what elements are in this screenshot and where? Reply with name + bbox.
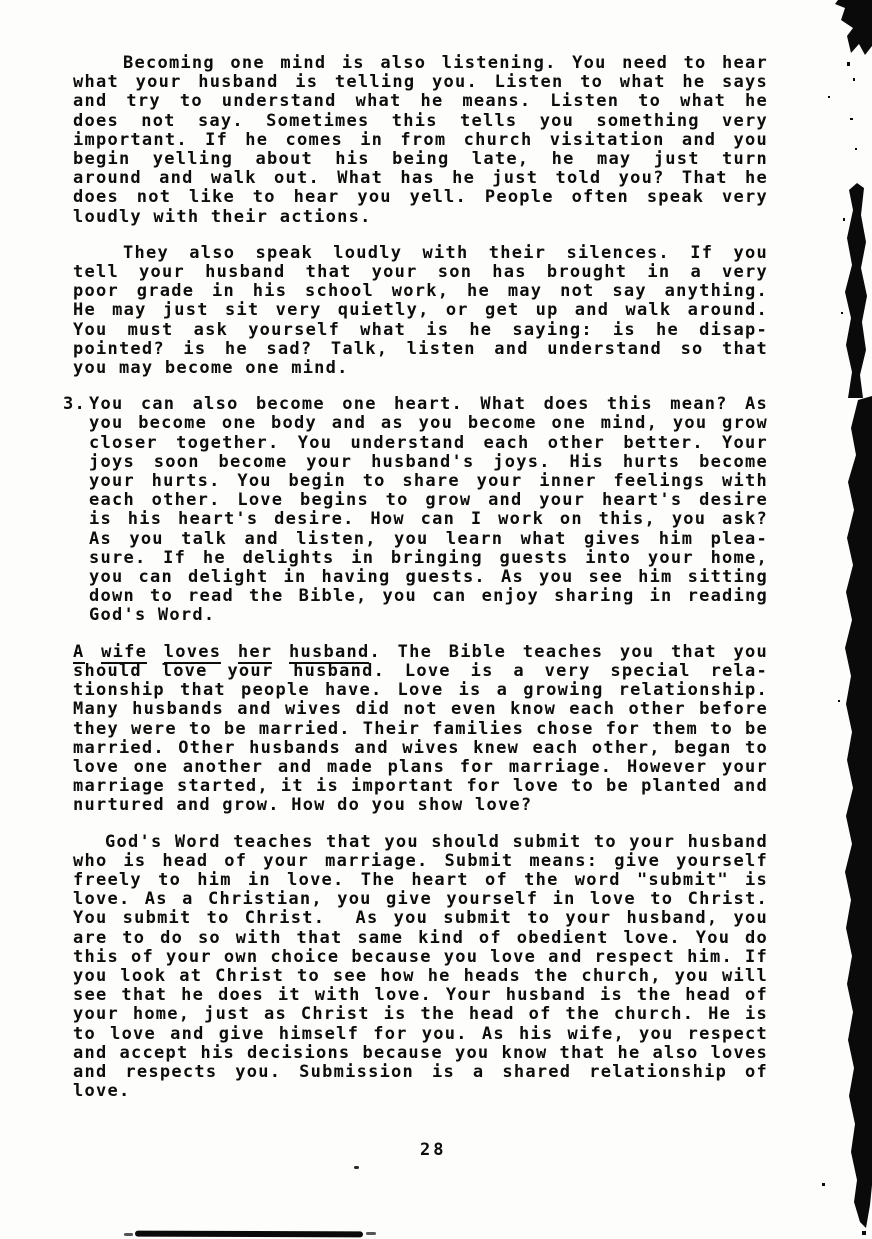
- scan-artifact-bottom-bar: [135, 1231, 363, 1238]
- text-block: [63, 53, 768, 1118]
- text-line: begin yelling about his being late, he may just turn: [73, 149, 768, 170]
- text-line: you can delight in having guests. As you see him sitting: [89, 567, 768, 588]
- text-line: around and walk out. What has he just told you? That he: [73, 168, 768, 189]
- text-line: important. If he comes in from church visitation and you: [73, 129, 768, 150]
- text-line: your hurts. You begin to share your inner feelings with: [89, 471, 768, 492]
- text-line: tionship that people have. Love is a growing relationship.: [73, 680, 768, 701]
- text-line: is his heart's desire. How can I work on this, you ask?: [89, 509, 768, 530]
- text-line: and respects you. Submission is a shared relationship of: [73, 1061, 768, 1082]
- text-line: tell your husband that your son has brought in a very: [73, 262, 768, 283]
- underlined-word: loves: [163, 641, 222, 662]
- text-line: poor grade in his school work, he may not say anything.: [73, 281, 768, 302]
- text-line: married. Other husbands and wives knew each other, began to: [73, 737, 768, 758]
- text-line: you become one body and as you become one mind, you grow: [89, 413, 768, 434]
- para-wife-loves-husband: [73, 643, 768, 816]
- para-silences: [73, 244, 768, 378]
- text-line: marriage started, it is important for love to be planted and: [73, 776, 768, 797]
- text-line: you look at Christ to see how he heads the church, you will: [73, 965, 768, 986]
- text-line: A wife loves her husband. The Bible teaches you that you: [73, 641, 768, 662]
- text-line: Many husbands and wives did not even know each other before: [73, 699, 768, 720]
- para-listening: [73, 54, 768, 227]
- text-line: down to read the Bible, you can enjoy sharing in reading: [89, 586, 768, 607]
- scan-artifact-right-edge: [812, 0, 872, 1239]
- text-line: and accept his decisions because you know that he also loves: [73, 1042, 768, 1063]
- text-line: see that he does it with love. Your husband is the head of: [73, 985, 768, 1006]
- text-line: nurtured and grow. How do you show love?: [73, 795, 533, 816]
- page-number: 28: [420, 1140, 447, 1160]
- text-line: You can also become one heart. What does this mean? As: [89, 394, 768, 415]
- text-line: He may just sit very quietly, or get up and walk around.: [73, 300, 768, 321]
- text-line: this of your own choice because you love and respect him. If: [73, 946, 768, 967]
- text-line: closer together. You understand each other better. Your: [89, 432, 768, 453]
- text-line: sure. If he delights in bringing guests into your home,: [89, 547, 768, 568]
- list-item-3: [63, 394, 768, 626]
- text-line: Becoming one mind is also listening. You need to hear: [123, 53, 768, 73]
- text-line: freely to him in love. The heart of the word "submit" is: [73, 869, 768, 890]
- text-line: love.: [73, 1081, 131, 1102]
- text-line: each other. Love begins to grow and your heart's desire: [89, 490, 768, 511]
- text-line: who is head of your marriage. Submit means: give yourself: [73, 850, 768, 871]
- text-line: does not like to hear you yell. People often speak very: [73, 187, 768, 208]
- text-line: joys soon become your husband's joys. His hurts become: [89, 451, 768, 472]
- underlined-word: wife: [101, 641, 148, 662]
- underlined-word: her: [237, 641, 273, 662]
- text-line: should love your husband. Love is a very special rela-: [73, 660, 768, 681]
- scan-artifact-bar-fuzz-right: [366, 1232, 376, 1235]
- underlined-word: husband: [289, 641, 370, 662]
- text-line: loudly with their actions.: [73, 206, 372, 227]
- text-line: You submit to Christ. As you submit to your husband, you: [73, 908, 768, 929]
- scan-artifact-ink-dot: [354, 1166, 359, 1169]
- text-line: They also speak loudly with their silences. If you: [123, 242, 768, 263]
- text-line: God's Word.: [89, 605, 216, 626]
- text-line: to love and give himself for you. As his wife, you respect: [73, 1023, 768, 1044]
- scan-artifact-bar-fuzz-left: [124, 1233, 133, 1236]
- text-line: love one another and made plans for marriage. However your: [73, 756, 768, 777]
- list-item-3-marker: 3.: [63, 394, 86, 415]
- text-line: God's Word teaches that you should submit to your husband: [105, 831, 768, 852]
- text-line: what your husband is telling you. Listen to what he says: [73, 72, 768, 93]
- para-submission: [73, 833, 768, 1102]
- text-line: you may become one mind.: [73, 358, 349, 379]
- underlined-word: A: [73, 641, 85, 662]
- text-line: are to do so with that same kind of obedient love. You do: [73, 927, 768, 948]
- text-line: pointed? is he sad? Talk, listen and understand so that: [73, 338, 768, 359]
- text-line: and try to understand what he means. Listen to what he: [73, 91, 768, 112]
- text-line: You must ask yourself what is he saying: is he disap-: [73, 319, 768, 340]
- text-line: love. As a Christian, you give yourself in love to Christ.: [73, 889, 768, 910]
- text-line: your home, just as Christ is the head of the church. He is: [73, 1004, 768, 1025]
- text-line: As you talk and listen, you learn what gives him plea-: [89, 528, 768, 549]
- text-line: they were to be married. Their families chose for them to be: [73, 718, 768, 739]
- text-line: does not say. Sometimes this tells you something very: [73, 110, 768, 131]
